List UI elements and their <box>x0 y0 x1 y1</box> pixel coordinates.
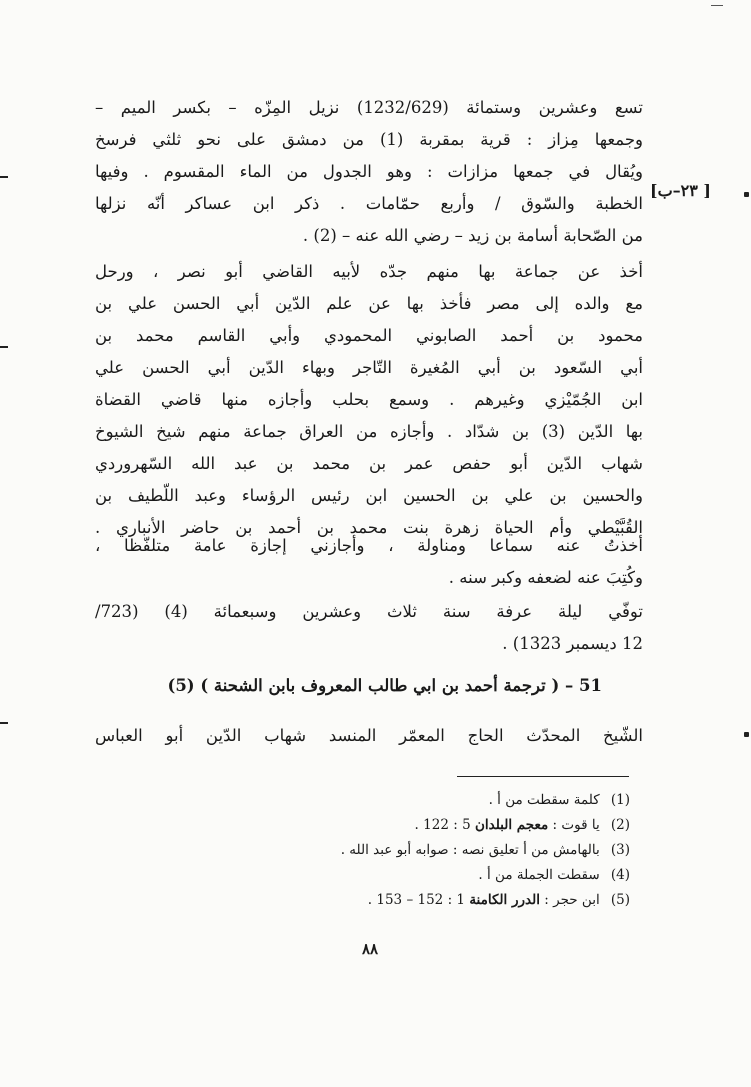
text-line: أبي السّعود بن أبي المُغيرة التّاجر وبهاء الدّين أبي الحسن علي <box>95 358 643 377</box>
footnote-book-title: الدرر الكامنة <box>469 892 540 908</box>
text-line: توفّي ليلة عرفة سنة ثلاث وعشرين وسبعمائة (4) (723/ <box>95 602 643 621</box>
footnote <box>200 888 630 913</box>
text-line: أخذتُ عنه سماعا ومناولة ، وأجازني إجازة عامة متلفّظا ، <box>95 536 643 555</box>
margin-dot-mark <box>744 192 749 197</box>
entry-heading <box>140 676 602 695</box>
entry-first-line: الشّيخ المحدّث الحاج المعمّر المنسد شهاب الدّين أبو العباس <box>95 726 643 745</box>
text-line: القُبَّيْطي وأم الحياة زهرة بنت محمد بن أحمد بن حاضر الأنباري . <box>95 518 643 537</box>
footnote-separator <box>457 776 629 777</box>
footnote-number: (1) <box>610 792 630 808</box>
margin-tick-mark <box>0 722 8 724</box>
footnote-number: (3) <box>610 842 630 858</box>
page-number: ٨٨ <box>361 940 379 958</box>
footnote-text: سقطت الجملة من أ . <box>478 867 600 883</box>
manuscript-folio-reference: [ ٢٣–ب] <box>650 181 711 200</box>
footnote <box>200 813 630 838</box>
footnote-text: يا قوت : <box>548 817 600 833</box>
footnote <box>200 788 630 813</box>
footnote-text: 5 : 122 . <box>414 817 475 833</box>
footnote-number: (4) <box>610 867 630 883</box>
entry-footnote-ref: (5) <box>167 676 195 695</box>
text-line: والحسين بن علي بن الحسين ابن رئيس الرؤساء وعبد اللّطيف بن <box>95 486 643 505</box>
footnote-number: (2) <box>610 817 630 833</box>
text-line: بها الدّين (3) بن شدّاد . وأجازه من العراق جماعة منهم شيخ الشيوخ <box>95 422 643 441</box>
entry-title: ( ترجمة أحمد بن ابي طالب المعروف بابن الشحنة ) <box>200 676 560 695</box>
paragraph-3 <box>95 530 643 594</box>
footnote <box>200 838 630 863</box>
page-corner-mark <box>711 5 723 6</box>
footnotes <box>200 788 630 913</box>
text-line: تسع وعشرين وستمائة (1232/629) نزيل المِزّه – بكسر الميم – <box>95 98 643 117</box>
text-line: الخطبة والسّوق / وأربع حمّامات . ذكر ابن عساكر أنّه نزلها <box>95 194 643 213</box>
text-line: مع والده إلى مصر فأخذ بها عن علم الدّين أبي الحسن علي بن <box>95 294 643 313</box>
paragraph-4 <box>95 596 643 660</box>
footnote-text: ابن حجر : <box>539 892 600 908</box>
text-line: ابن الجُمّيْزي وغيرهم . وسمع بحلب وأجازه منها قاضي القضاة <box>95 390 643 409</box>
paragraph-2 <box>95 256 643 544</box>
margin-tick-mark <box>0 346 8 348</box>
text-line: وجمعها مِزاز : قرية بمقربة (1) من دمشق على نحو ثلثي فرسخ <box>95 130 643 149</box>
footnote-text: بالهامش من أ تعليق نصه : صوابه أبو عبد الله . <box>340 842 600 858</box>
margin-dot-mark <box>744 732 749 737</box>
text-line: شهاب الدّين أبو حفص عمر بن محمد بن عبد الله السّهروردي <box>95 454 643 473</box>
footnote-text: كلمة سقطت من أ . <box>488 792 600 808</box>
footnote-text: 1 : 152 – 153 . <box>367 892 470 908</box>
entry-dash: – <box>565 676 574 695</box>
paragraph-1 <box>95 92 643 252</box>
text-line: أخذ عن جماعة بها منهم جدّه لأبيه القاضي أبو نصر ، ورحل <box>95 262 643 281</box>
text-line: من الصّحابة أسامة بن زيد – رضي الله عنه – (2) . <box>302 226 643 245</box>
text-line: ويُقال في جمعها مزازات : وهو الجدول من الماء المقسوم . وفيها <box>95 162 643 181</box>
entry-number: 51 <box>579 676 602 695</box>
footnote <box>200 863 630 888</box>
text-line: 12 ديسمبر 1323) . <box>502 634 643 653</box>
text-line: محمود بن أحمد الصابوني المحمودي وأبي القاسم محمد بن <box>95 326 643 345</box>
footnote-book-title: معجم البلدان <box>474 817 549 833</box>
margin-tick-mark <box>0 176 8 178</box>
text-line: وكُتِبَ عنه لضعفه وكبر سنه . <box>448 568 643 587</box>
footnote-number: (5) <box>610 892 630 908</box>
